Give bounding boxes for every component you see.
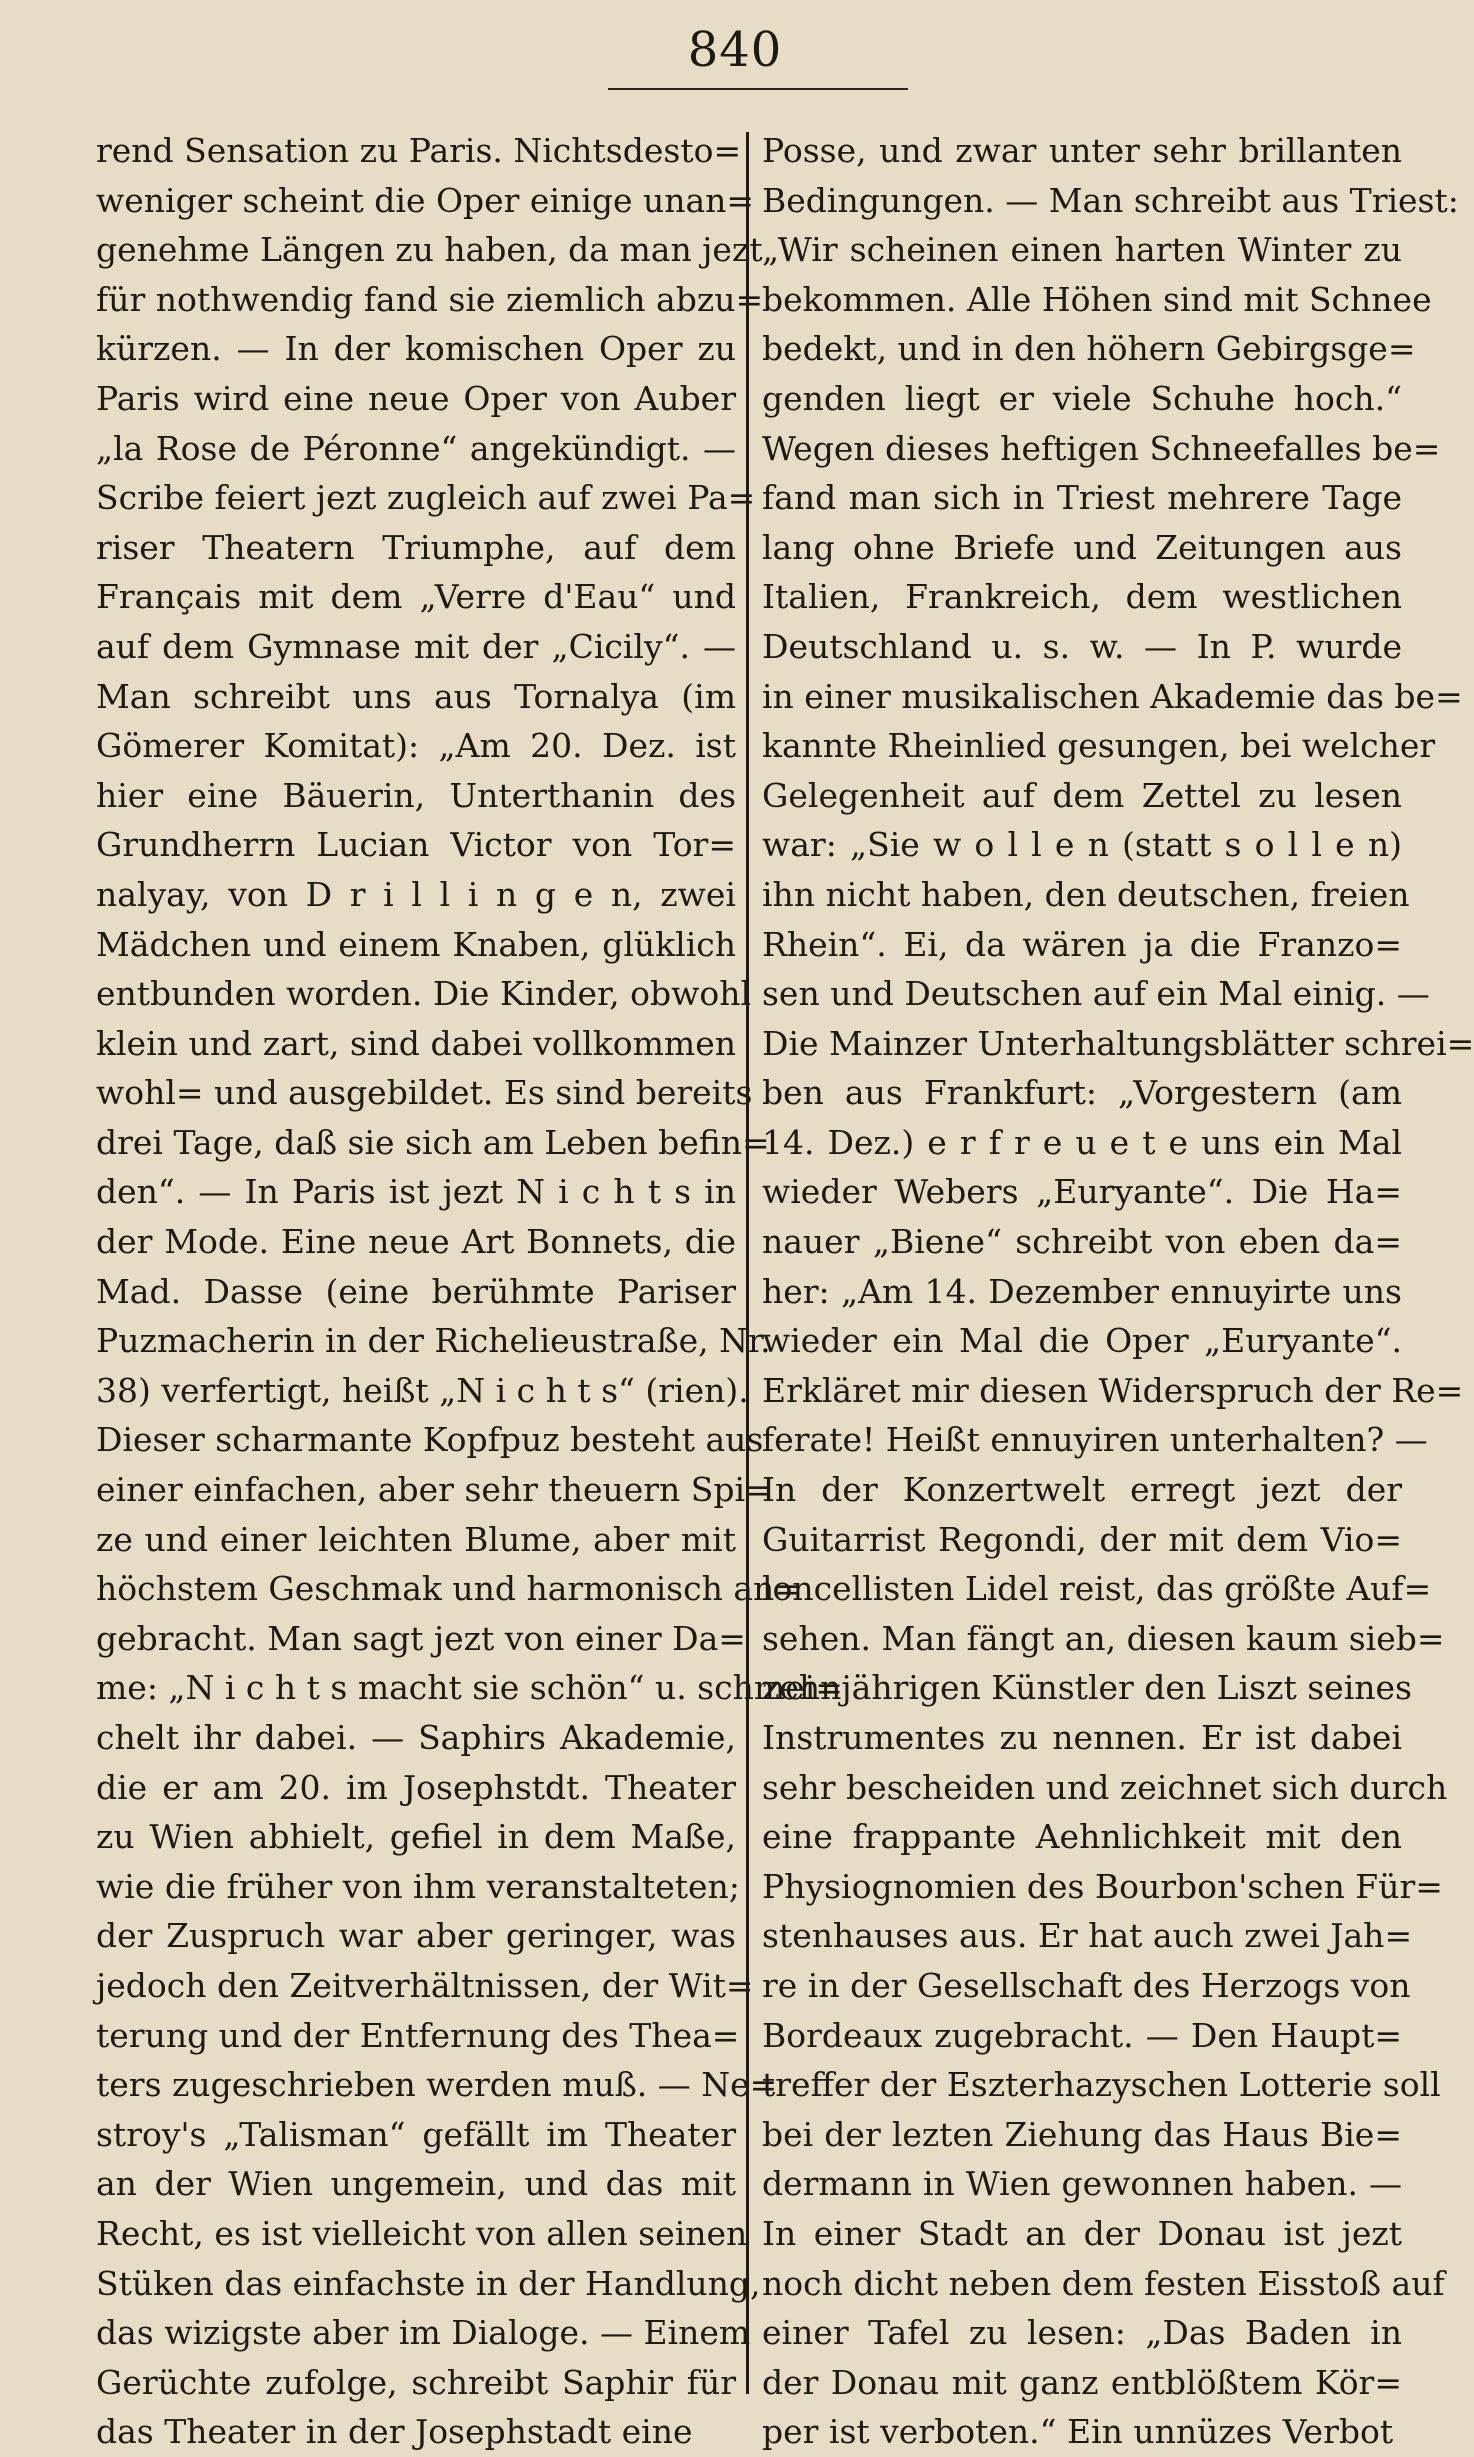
left-column-line: wohl= und ausgebildet. Es sind bereits — [96, 1073, 753, 1113]
right-column-line: per ist verboten.“ Ein unnüzes Verbot — [762, 2412, 1394, 2452]
left-column-line: Grundherrn Lucian Victor von Tor= — [96, 825, 736, 865]
left-column-line: jedoch den Zeitverhältnissen, der Wit= — [96, 1965, 754, 2005]
right-column-line: sehr bescheiden und zeichnet sich durch — [762, 1767, 1448, 1807]
left-column-line: der Mode. Eine neue Art Bonnets, die — [96, 1222, 736, 1262]
left-column-line: klein und zart, sind dabei vollkommen — [96, 1023, 736, 1063]
left-column-line: das Theater in der Josephstadt eine — [96, 2412, 693, 2452]
left-column-line: Scribe feiert jezt zugleich auf zwei Pa= — [96, 478, 756, 518]
right-column-line: Die Mainzer Unterhaltungsblätter schrei= — [762, 1023, 1474, 1063]
left-column-line: wie die früher von ihm veranstalteten; — [96, 1866, 740, 1906]
left-column — [96, 126, 843, 2457]
left-column-line: entbunden worden. Die Kinder, obwohl — [96, 974, 752, 1014]
right-column-line: Bordeaux zugebracht. — Den Haupt= — [762, 2015, 1402, 2055]
right-column-line: bekommen. Alle Höhen sind mit Schnee — [762, 279, 1432, 319]
right-column-line: bedekt, und in den höhern Gebirgsge= — [762, 329, 1416, 369]
left-column-line: auf dem Gymnase mit der „Cicily“. — — [96, 626, 736, 666]
left-column-line: an der Wien ungemein, und das mit — [96, 2164, 736, 2204]
left-column-line: chelt ihr dabei. — Saphirs Akademie, — [96, 1718, 736, 1757]
right-column-line: ben aus Frankfurt: „Vorgestern (am — [762, 1073, 1402, 1113]
left-column-line: riser Theatern Triumphe, auf dem — [96, 527, 736, 567]
right-column-line: nauer „Biene“ schreibt von eben da= — [762, 1222, 1402, 1262]
left-column-line: kürzen. — In der komischen Oper zu — [96, 329, 736, 369]
right-column-line: in einer musikalischen Akademie das be= — [762, 676, 1463, 716]
right-column-line: loncellisten Lidel reist, das größte Auf= — [762, 1569, 1432, 1609]
left-column-line: das wizigste aber im Dialoge. — Einem — [96, 2313, 751, 2353]
right-column-line: „Wir scheinen einen harten Winter zu — [762, 230, 1402, 270]
left-column-line: höchstem Geschmak und harmonisch an= — [96, 1569, 802, 1609]
right-column-line: Gelegenheit auf dem Zettel zu lesen — [762, 775, 1402, 815]
left-column-line: me: „N i c h t s macht sie schön“ u. schmei= — [96, 1668, 843, 1708]
right-column-line: einer Tafel zu lesen: „Das Baden in — [762, 2313, 1402, 2353]
right-column-line: sehen. Man fängt an, diesen kaum sieb= — [762, 1618, 1445, 1658]
left-column-line: Dieser scharmante Kopfpuz besteht aus — [96, 1420, 764, 1460]
left-column-line: Recht, es ist vielleicht von allen seinen — [96, 2213, 748, 2253]
left-column-line: terung und der Entfernung des Thea= — [96, 2015, 740, 2055]
header-rule — [608, 88, 908, 90]
right-column — [762, 126, 1474, 2457]
right-column-line: lang ohne Briefe und Zeitungen aus — [762, 527, 1402, 567]
right-column-line: Instrumentes zu nennen. Er ist dabei — [762, 1718, 1402, 1757]
left-column-line: den“. — In Paris ist jezt N i c h t s in — [96, 1172, 736, 1212]
left-column-line: 38) verfertigt, heißt „N i c h t s“ (rien). — [96, 1370, 749, 1410]
left-column-line: weniger scheint die Oper einige unan= — [96, 180, 755, 220]
right-column-line: Guitarrist Regondi, der mit dem Vio= — [762, 1519, 1402, 1559]
right-column-line: genden liegt er viele Schuhe hoch.“ — [762, 378, 1402, 418]
right-column-line: her: „Am 14. Dezember ennuyirte uns — [762, 1271, 1402, 1311]
left-column-line: nalyay, von D r i l l i n g e n, zwei — [96, 874, 736, 914]
right-column-line: ihn nicht haben, den deutschen, freien — [762, 874, 1410, 914]
right-column-line: stenhauses aus. Er hat auch zwei Jah= — [762, 1916, 1413, 1956]
right-column-line: Wegen dieses heftigen Schneefalles be= — [762, 428, 1441, 468]
left-column-line: genehme Längen zu haben, da man jezt — [96, 230, 763, 270]
page-number: 840 — [687, 22, 783, 78]
right-column-line: kannte Rheinlied gesungen, bei welcher — [762, 726, 1436, 766]
left-column-line: „la Rose de Péronne“ angekündigt. — — [96, 428, 736, 468]
right-column-line: In einer Stadt an der Donau ist jezt — [762, 2213, 1402, 2253]
right-column-line: dermann in Wien gewonnen haben. — — [762, 2164, 1402, 2204]
right-column-line: 14. Dez.) e r f r e u e t e uns ein Mal — [762, 1122, 1402, 1162]
left-column-line: ters zugeschrieben werden muß. — Ne= — [96, 2065, 778, 2105]
right-column-line: Posse, und zwar unter sehr brillanten — [762, 131, 1402, 170]
left-column-line: drei Tage, daß sie sich am Leben befin= — [96, 1122, 770, 1162]
left-column-line: hier eine Bäuerin, Unterthanin des — [96, 775, 736, 815]
left-column-line: Mädchen und einem Knaben, glüklich — [96, 924, 736, 964]
left-column-line: rend Sensation zu Paris. Nichtsdesto= — [96, 131, 742, 170]
right-column-line: In der Konzertwelt erregt jezt der — [762, 1470, 1402, 1510]
right-column-line: war: „Sie w o l l e n (statt s o l l e n) — [762, 825, 1402, 865]
left-column-line: Gömerer Komitat): „Am 20. Dez. ist — [96, 726, 736, 766]
right-column-line: fand man sich in Triest mehrere Tage — [762, 478, 1402, 518]
right-column-line: sen und Deutschen auf ein Mal einig. — — [762, 974, 1430, 1014]
right-column-line: der Donau mit ganz entblößtem Kör= — [762, 2362, 1402, 2402]
right-column-line: noch dicht neben dem festen Eisstoß auf — [762, 2263, 1445, 2303]
column-divider — [746, 132, 749, 2394]
left-column-line: der Zuspruch war aber geringer, was — [96, 1916, 736, 1956]
left-column-line: einer einfachen, aber sehr theuern Spi= — [96, 1470, 773, 1510]
right-column-line: Rhein“. Ei, da wären ja die Franzo= — [762, 924, 1402, 964]
right-column-line: Bedingungen. — Man schreibt aus Triest: — [762, 180, 1459, 220]
right-column-line: ferate! Heißt ennuyiren unterhalten? — — [762, 1420, 1428, 1460]
right-column-line: treffer der Eszterhazyschen Lotterie soll — [762, 2065, 1441, 2105]
left-column-line: gebracht. Man sagt jezt von einer Da= — [96, 1618, 746, 1658]
right-column-line: eine frappante Aehnlichkeit mit den — [762, 1817, 1402, 1857]
left-column-line: Mad. Dasse (eine berühmte Pariser — [96, 1271, 736, 1311]
right-column-line: wieder Webers „Euryante“. Die Ha= — [762, 1172, 1402, 1212]
right-column-line: Physiognomien des Bourbon'schen Für= — [762, 1866, 1443, 1906]
right-column-line: Erkläret mir diesen Widerspruch der Re= — [762, 1370, 1464, 1410]
right-column-line: Deutschland u. s. w. — In P. wurde — [762, 626, 1402, 666]
left-column-line: ze und einer leichten Blume, aber mit — [96, 1519, 736, 1559]
left-column-line: für nothwendig fand sie ziemlich abzu= — [96, 279, 764, 319]
left-column-line: Stüken das einfachste in der Handlung, — [96, 2263, 761, 2303]
right-column-line: Italien, Frankreich, dem westlichen — [762, 577, 1402, 617]
right-column-line: wieder ein Mal die Oper „Euryante“. — [762, 1321, 1402, 1361]
left-column-line: die er am 20. im Josephstdt. Theater — [96, 1767, 736, 1807]
left-column-line: Puzmacherin in der Richelieustraße, Nr. — [96, 1321, 771, 1361]
right-column-line: bei der lezten Ziehung das Haus Bie= — [762, 2114, 1402, 2154]
left-column-line: stroy's „Talisman“ gefällt im Theater — [96, 2114, 736, 2154]
right-column-line: zehnjährigen Künstler den Liszt seines — [762, 1668, 1412, 1708]
left-column-line: zu Wien abhielt, gefiel in dem Maße, — [96, 1817, 736, 1857]
left-column-line: Gerüchte zufolge, schreibt Saphir für — [96, 2362, 736, 2402]
left-column-line: Man schreibt uns aus Tornalya (im — [96, 676, 736, 716]
left-column-line: Paris wird eine neue Oper von Auber — [96, 378, 736, 418]
left-column-line: Français mit dem „Verre d'Eau“ und — [96, 577, 736, 617]
right-column-line: re in der Gesellschaft des Herzogs von — [762, 1965, 1411, 2005]
